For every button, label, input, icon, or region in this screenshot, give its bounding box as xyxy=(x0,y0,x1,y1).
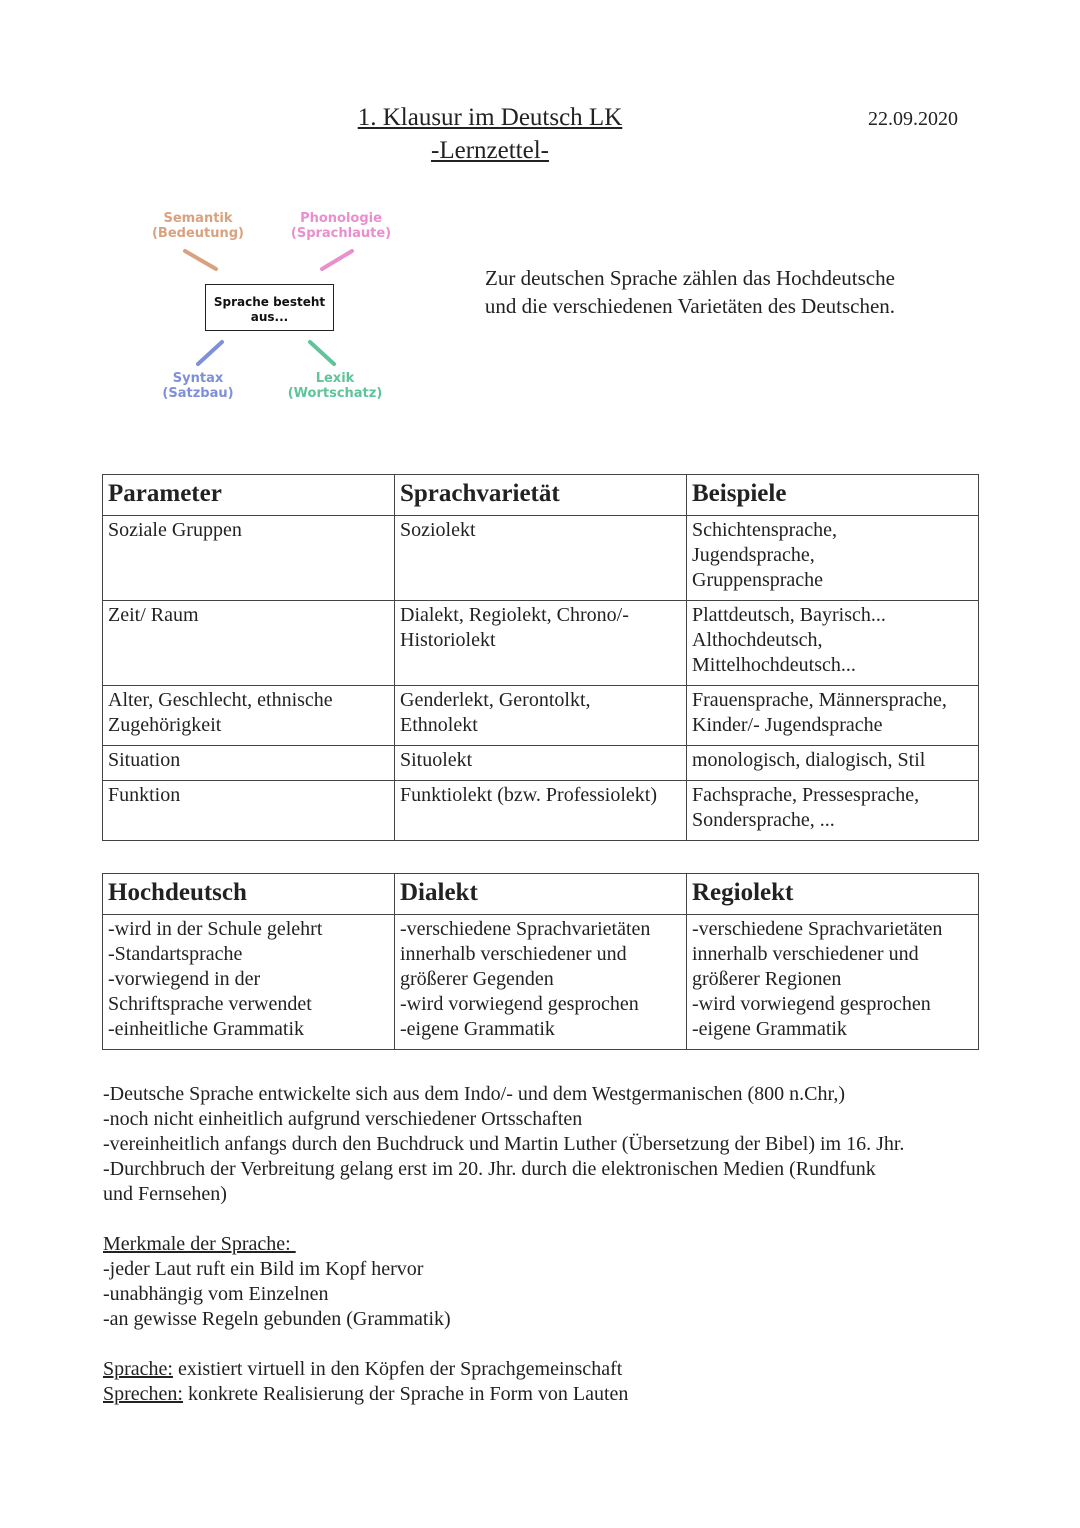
table-cell xyxy=(687,781,979,841)
table-cell xyxy=(395,686,687,746)
page-subtitle: -Lernzettel- xyxy=(431,137,549,164)
cell-line: innerhalb verschiedener und xyxy=(692,943,919,965)
definition-sprache xyxy=(103,1357,983,1382)
mindmap-syntax xyxy=(138,371,258,401)
sprache-term: Sprache: xyxy=(103,1358,173,1380)
intro-line1: Zur deutschen Sprache zählen das Hochdeutsche xyxy=(485,266,895,290)
intro-line2: und die verschiedenen Varietäten des Deutschen. xyxy=(484,294,896,318)
table-header: Beispiele xyxy=(687,475,979,516)
table-row xyxy=(103,516,979,601)
syntax-label: Syntax xyxy=(172,371,224,386)
definitions xyxy=(103,1357,983,1407)
varieties-table-body xyxy=(103,516,979,841)
cell-line: Dialekt, Regiolekt, Chrono/- xyxy=(400,604,629,626)
cell-line: Zugehörigkeit xyxy=(108,714,222,736)
merkmale-item: -an gewisse Regeln gebunden (Grammatik) xyxy=(103,1308,451,1330)
merkmale-section xyxy=(103,1232,983,1332)
cell-line: Situolekt xyxy=(400,749,473,771)
date: 22.09.2020 xyxy=(868,108,958,130)
cell-line: Mittelhochdeutsch... xyxy=(692,654,856,676)
lexik-label: Lexik xyxy=(315,371,355,386)
table-cell xyxy=(687,746,979,781)
cell-line: -vorwiegend in der xyxy=(108,968,261,990)
table-cell xyxy=(395,601,687,686)
cell-line: -wird vorwiegend gesprochen xyxy=(692,993,931,1015)
mindmap-lexik xyxy=(275,371,395,401)
semantik-label: Semantik xyxy=(163,211,233,226)
table-header: Dialekt xyxy=(395,874,687,915)
cell-line: -wird in der Schule gelehrt xyxy=(108,918,323,940)
lexik-sub: (Wortschatz) xyxy=(287,386,383,401)
intro-text xyxy=(440,264,940,320)
syntax-connector xyxy=(198,342,222,364)
table-cell xyxy=(395,915,687,1050)
table-header: Regiolekt xyxy=(687,874,979,915)
cell-line: Fachsprache, Pressesprache, xyxy=(692,784,920,806)
cell-line: monologisch, dialogisch, Stil xyxy=(692,749,926,771)
cell-line: Plattdeutsch, Bayrisch... xyxy=(692,604,886,626)
table-row xyxy=(103,781,979,841)
history-line: -Durchbruch der Verbreitung gelang erst im 20. Jhr. durch die elektronischen Medien (Rundfunk xyxy=(103,1158,876,1180)
table-header: Parameter xyxy=(103,475,395,516)
lexik-connector xyxy=(310,342,334,364)
varieties-table xyxy=(102,474,979,841)
table-header: Hochdeutsch xyxy=(103,874,395,915)
merkmale-heading: Merkmale der Sprache: xyxy=(103,1233,296,1255)
cell-line: größerer Regionen xyxy=(692,968,842,990)
cell-line: Historiolekt xyxy=(400,629,496,651)
history-line: -Deutsche Sprache entwickelte sich aus dem Indo/- und dem Westgermanischen (800 n.Chr,) xyxy=(103,1083,846,1105)
mindmap-center-line2: aus... xyxy=(250,310,289,324)
cell-line: Zeit/ Raum xyxy=(108,604,199,626)
cell-line: Soziolekt xyxy=(400,519,476,541)
history-notes xyxy=(103,1082,983,1207)
merkmale-item: -unabhängig vom Einzelnen xyxy=(103,1283,329,1305)
history-line: -noch nicht einheitlich aufgrund verschiedener Ortsschaften xyxy=(103,1108,583,1130)
table-cell xyxy=(103,746,395,781)
table-cell xyxy=(687,915,979,1050)
cell-line: -eigene Grammatik xyxy=(692,1018,847,1040)
mindmap-semantik xyxy=(138,211,258,241)
cell-line: Genderlekt, Gerontolkt, xyxy=(400,689,591,711)
table-cell xyxy=(103,516,395,601)
table-row xyxy=(103,686,979,746)
comparison-table-body xyxy=(103,915,979,1050)
merkmale-item: -jeder Laut ruft ein Bild im Kopf hervor xyxy=(103,1258,424,1280)
sprache-text: existiert virtuell in den Köpfen der Sprachgemeinschaft xyxy=(172,1358,623,1380)
table-cell xyxy=(103,601,395,686)
syntax-sub: (Satzbau) xyxy=(162,386,234,401)
table-cell xyxy=(687,686,979,746)
table-row xyxy=(103,601,979,686)
cell-line: -verschiedene Sprachvarietäten xyxy=(400,918,651,940)
cell-line: Schriftsprache verwendet xyxy=(108,993,312,1015)
definition-sprechen xyxy=(103,1382,983,1407)
comparison-table xyxy=(102,873,979,1050)
mindmap-center xyxy=(205,284,334,331)
mindmap-phonologie xyxy=(281,211,401,241)
table-cell xyxy=(103,686,395,746)
table-cell xyxy=(395,746,687,781)
table-cell xyxy=(687,601,979,686)
semantik-connector xyxy=(185,251,216,269)
cell-line: -eigene Grammatik xyxy=(400,1018,555,1040)
cell-line: Alter, Geschlecht, ethnische xyxy=(108,689,333,711)
semantik-sub: (Bedeutung) xyxy=(151,226,244,241)
page-title: 1. Klausur im Deutsch LK xyxy=(357,104,623,131)
cell-line: Funktiolekt (bzw. Professiolekt) xyxy=(400,784,658,806)
cell-line: Gruppensprache xyxy=(692,569,824,591)
phonologie-connector xyxy=(322,251,352,269)
cell-line: Kinder/- Jugendsprache xyxy=(692,714,883,736)
table-header: Sprachvarietät xyxy=(395,475,687,516)
phonologie-sub: (Sprachlaute) xyxy=(290,226,392,241)
cell-line: -wird vorwiegend gesprochen xyxy=(400,993,639,1015)
cell-line: innerhalb verschiedener und xyxy=(400,943,627,965)
table-cell xyxy=(103,915,395,1050)
table-row xyxy=(103,746,979,781)
cell-line: -Standartsprache xyxy=(108,943,243,965)
table-cell xyxy=(103,781,395,841)
cell-line: Funktion xyxy=(108,784,181,806)
cell-line: Schichtensprache, xyxy=(692,519,837,541)
cell-line: Sondersprache, ... xyxy=(692,809,835,831)
cell-line: größerer Gegenden xyxy=(400,968,554,990)
cell-line: Ethnolekt xyxy=(400,714,478,736)
cell-line: Frauensprache, Männersprache, xyxy=(692,689,947,711)
cell-line: -verschiedene Sprachvarietäten xyxy=(692,918,943,940)
phonologie-label: Phonologie xyxy=(300,211,382,226)
table-cell xyxy=(395,516,687,601)
cell-line: Althochdeutsch, xyxy=(692,629,823,651)
mindmap-center-line1: Sprache besteht xyxy=(213,295,326,309)
table-cell xyxy=(687,516,979,601)
history-line: -vereinheitlich anfangs durch den Buchdruck und Martin Luther (Übersetzung der Bibel) im 16. Jhr. xyxy=(103,1133,905,1155)
sprechen-text: konkrete Realisierung der Sprache in Form von Lauten xyxy=(182,1383,629,1405)
cell-line: Jugendsprache, xyxy=(692,544,815,566)
cell-line: -einheitliche Grammatik xyxy=(108,1018,305,1040)
sprechen-term: Sprechen: xyxy=(103,1383,183,1405)
cell-line: Situation xyxy=(108,749,181,771)
table-row xyxy=(103,915,979,1050)
cell-line: Soziale Gruppen xyxy=(108,519,242,541)
history-line: und Fernsehen) xyxy=(103,1183,227,1205)
mindmap-connectors xyxy=(0,0,420,420)
table-cell xyxy=(395,781,687,841)
